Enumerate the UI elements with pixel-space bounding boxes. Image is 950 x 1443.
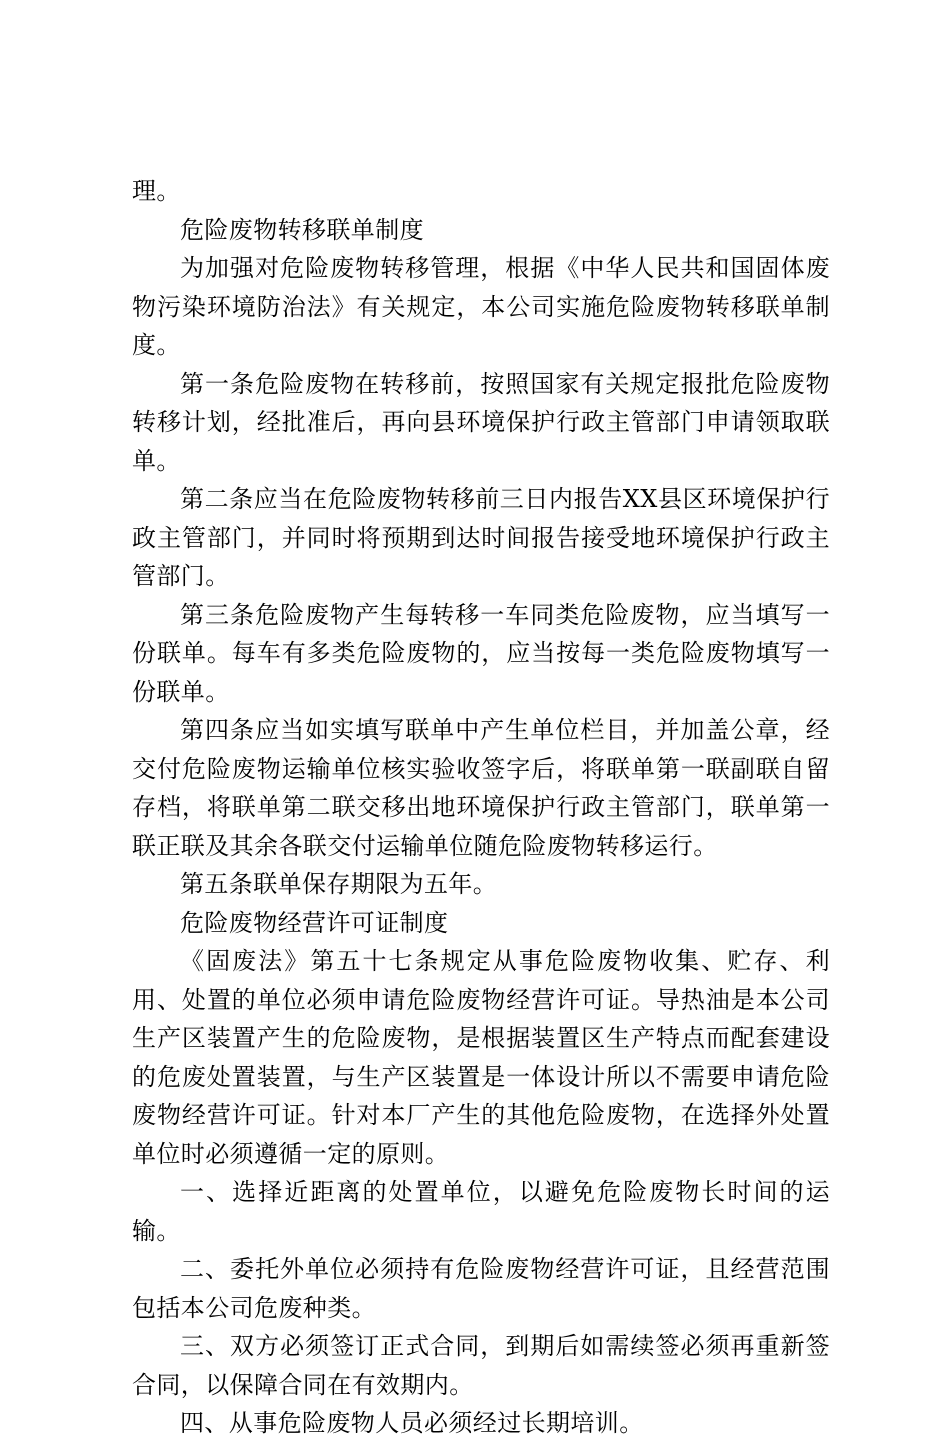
section-heading-license: 危险废物经营许可证制度 — [180, 908, 449, 937]
paragraph-article-4: 第四条应当如实填写联单中产生单位栏目，并加盖公章，经交付危险废物运输单位核实验收签字后，将联单第一联副联自留存档，将联单第二联交移出地环境保护行政主管部门，联单第一联正联及其余各联交付运输单位随危险废物转移运行。 — [132, 716, 830, 860]
paragraph-principle-1: 一、选择近距离的处置单位，以避免危险废物长时间的运输。 — [132, 1178, 830, 1245]
paragraph-license-body: 《固废法》第五十七条规定从事危险废物收集、贮存、利用、处置的单位必须申请危险废物经营许可证。导热油是本公司生产区装置产生的危险废物，是根据装置区生产特点而配套建设的危废处置装置，与生产区装置是一体设计所以不需要申请危险废物经营许可证。针对本厂产生的其他危险废物，在选择外处置单位时必须遵循一定的原则。 — [132, 947, 830, 1168]
paragraph-article-3: 第三条危险废物产生每转移一车同类危险废物，应当填写一份联单。每车有多类危险废物的，应当按每一类危险废物填写一份联单。 — [132, 600, 830, 706]
paragraph-intro: 为加强对危险废物转移管理，根据《中华人民共和国固体废物污染环境防治法》有关规定，本公司实施危险废物转移联单制度。 — [132, 254, 830, 359]
paragraph-continuation: 理。 — [132, 177, 181, 205]
paragraph-principle-4: 四、从事危险废物人员必须经过长期培训。 — [180, 1409, 644, 1437]
paragraph-principle-2: 二、委托外单位必须持有危险废物经营许可证，且经营范围包括本公司危废种类。 — [132, 1255, 830, 1322]
paragraph-article-5: 第五条联单保存期限为五年。 — [180, 870, 498, 898]
paragraph-article-2: 第二条应当在危险废物转移前三日内报告XX县区环境保护行政主管部门，并同时将预期到达时间报告接受地环境保护行政主管部门。 — [132, 485, 830, 590]
paragraph-article-1: 第一条危险废物在转移前，按照国家有关规定报批危险废物转移计划，经批准后，再向县环境保护行政主管部门申请领取联单。 — [132, 369, 830, 475]
section-heading-transfer-manifest: 危险废物转移联单制度 — [180, 215, 424, 244]
paragraph-principle-3: 三、双方必须签订正式合同，到期后如需续签必须再重新签合同，以保障合同在有效期内。 — [132, 1332, 830, 1399]
document-body — [132, 172, 830, 1443]
